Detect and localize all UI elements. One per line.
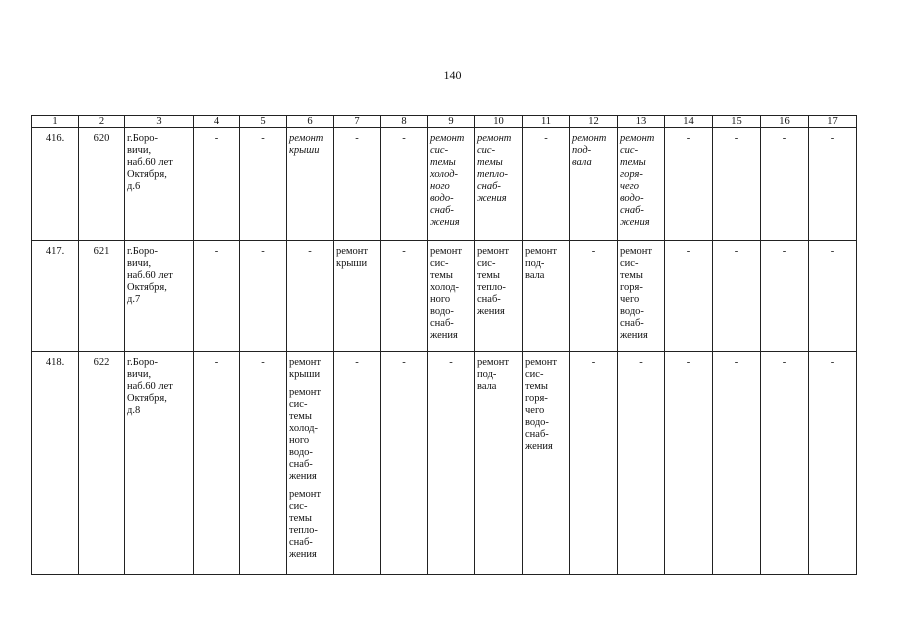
work-item-line: холод- [430,169,459,180]
work-item-line: жения [620,330,648,341]
address-line: наб.60 лет [127,270,173,281]
object-code: 622 [79,352,125,575]
work-item-line: тепло- [477,169,508,180]
column-number: 17 [809,116,857,128]
empty-dash-cell: - [713,352,761,575]
work-item-line: ремонт [430,246,463,257]
empty-dash-cell: - [194,241,240,352]
work-type-cell [475,352,523,575]
work-item [430,246,472,342]
work-item-line: жения [289,549,317,560]
empty-dash-cell: - [381,352,428,575]
work-type-cell [428,241,475,352]
column-number: 15 [713,116,761,128]
column-number: 4 [194,116,240,128]
address-line: наб.60 лет [127,157,173,168]
work-item-line: сис- [477,258,496,269]
work-type-cell [570,128,618,241]
row-number: 418. [32,352,79,575]
work-item-line: холод- [430,282,459,293]
work-item [336,246,378,270]
work-type-cell [287,352,334,575]
work-item-line: горя- [620,169,643,180]
work-item-line: темы [477,157,503,168]
work-item-line: под- [572,145,592,156]
column-number: 9 [428,116,475,128]
work-item-line: снаб- [289,537,313,548]
work-item-line: ремонт [525,357,558,368]
work-item [477,246,520,318]
work-item-line: темы [620,157,646,168]
column-number: 1 [32,116,79,128]
work-item-line: темы [525,381,548,392]
work-item [620,133,662,229]
address-line: вичи, [127,145,152,156]
row-number: 416. [32,128,79,241]
work-type-cell [523,241,570,352]
column-number: 5 [240,116,287,128]
work-item [572,133,615,169]
work-item-line: тепло- [477,282,506,293]
work-item-line: ремонт [620,133,655,144]
work-item-line: чего [525,405,545,416]
work-item-line: жения [525,441,553,452]
work-item-line: ремонт [430,133,465,144]
empty-dash-cell: - [570,241,618,352]
work-item-line: ремонт [477,133,512,144]
address-line: г.Боро- [127,357,159,368]
work-item-line: снаб- [477,294,501,305]
column-number: 14 [665,116,713,128]
empty-dash-cell: - [194,352,240,575]
column-number: 13 [618,116,665,128]
column-number: 10 [475,116,523,128]
work-item-line: темы [289,411,312,422]
empty-dash-cell: - [523,128,570,241]
work-item-line: ремонт [289,489,322,500]
work-item-line: сис- [289,399,308,410]
work-item-line: под- [477,369,497,380]
address-line: вичи, [127,258,152,269]
work-item-line: ного [430,181,450,192]
work-item-line: под- [525,258,545,269]
work-item-line: сис- [477,145,496,156]
work-item-line: снаб- [430,205,454,216]
empty-dash-cell: - [761,352,809,575]
address-line: д.8 [127,405,141,416]
work-item-line: ремонт [477,246,510,257]
work-item-line: жения [477,193,507,204]
work-item-line: темы [430,157,456,168]
work-type-cell [475,241,523,352]
work-item-line: сис- [430,145,449,156]
empty-dash-cell: - [665,241,713,352]
work-item-line: снаб- [289,459,313,470]
address-line: г.Боро- [127,246,159,257]
work-item-line: ремонт [620,246,653,257]
empty-dash-cell: - [761,241,809,352]
work-item-line: темы [430,270,453,281]
work-item-line: ремонт [336,246,369,257]
address-cell [125,241,194,352]
empty-dash-cell: - [334,128,381,241]
empty-dash-cell: - [381,128,428,241]
work-type-cell [523,352,570,575]
address-line: вичи, [127,369,152,380]
work-item [525,357,567,453]
work-item-line: темы [289,513,312,524]
address-line: наб.60 лет [127,381,173,392]
empty-dash-cell: - [570,352,618,575]
empty-dash-cell: - [761,128,809,241]
empty-dash-cell: - [428,352,475,575]
address-line: Октября, [127,393,167,404]
work-item-line: сис- [620,145,639,156]
work-item-line: водо- [620,306,644,317]
work-item-line: ремонт [289,387,322,398]
empty-dash-cell: - [809,241,857,352]
work-item-line: снаб- [430,318,454,329]
empty-dash-cell: - [194,128,240,241]
work-type-cell [618,128,665,241]
work-item-line: жения [289,471,317,482]
work-item-line: ремонт [289,133,324,144]
work-item-line: сис- [620,258,639,269]
work-item-line: горя- [620,282,643,293]
work-item-line: горя- [525,393,548,404]
work-item-line: жения [430,330,458,341]
empty-dash-cell: - [240,241,287,352]
address-line: д.7 [127,294,141,305]
column-number: 7 [334,116,381,128]
work-item-line: водо- [430,193,454,204]
row-number: 417. [32,241,79,352]
empty-dash-cell: - [618,352,665,575]
table-body [32,128,857,575]
work-item-line: темы [620,270,643,281]
work-item-line: крыши [289,145,320,156]
work-item [477,357,520,393]
empty-dash-cell: - [381,241,428,352]
work-type-cell [334,241,381,352]
work-type-cell [475,128,523,241]
column-number: 12 [570,116,618,128]
work-item [289,133,331,157]
column-number: 16 [761,116,809,128]
column-number: 8 [381,116,428,128]
address-line: г.Боро- [127,133,159,144]
work-item-line: сис- [430,258,449,269]
address-line: Октября, [127,282,167,293]
work-item-line: ремонт [477,357,510,368]
empty-dash-cell: - [809,128,857,241]
column-number: 3 [125,116,194,128]
work-item-line: водо- [620,193,644,204]
table-row [32,241,857,352]
work-type-cell [618,241,665,352]
work-item-line: снаб- [620,318,644,329]
work-item-line: сис- [525,369,544,380]
column-number: 11 [523,116,570,128]
empty-dash-cell: - [287,241,334,352]
work-item-line: жения [620,217,650,228]
work-type-cell [287,128,334,241]
work-item-line: крыши [289,369,321,380]
work-item-line: водо- [525,417,549,428]
work-item [289,489,331,561]
object-code: 620 [79,128,125,241]
address-line: д.6 [127,181,141,192]
empty-dash-cell: - [665,352,713,575]
work-item [430,133,472,229]
work-item-line: сис- [289,501,308,512]
work-item-line: снаб- [525,429,549,440]
work-item-line: чего [620,181,640,192]
work-item-line: крыши [336,258,368,269]
work-item-line: чего [620,294,640,305]
empty-dash-cell: - [240,352,287,575]
work-item [289,387,331,483]
table-row [32,352,857,575]
work-item-line: снаб- [620,205,644,216]
work-item-line: водо- [289,447,313,458]
work-item-line: водо- [430,306,454,317]
address-line: Октября, [127,169,167,180]
column-number: 2 [79,116,125,128]
work-item-line: ремонт [289,357,322,368]
column-number: 6 [287,116,334,128]
work-item [620,246,662,342]
address-cell [125,128,194,241]
work-item-line: тепло- [289,525,318,536]
work-item-line: жения [477,306,505,317]
work-item [289,357,331,381]
page-number: 140 [443,68,462,82]
empty-dash-cell: - [334,352,381,575]
work-item-line: вала [525,270,545,281]
empty-dash-cell: - [713,128,761,241]
empty-dash-cell: - [240,128,287,241]
table-row [32,128,857,241]
work-item-line: снаб- [477,181,501,192]
work-item [525,246,567,282]
empty-dash-cell: - [665,128,713,241]
work-item-line: ремонт [525,246,558,257]
work-item-line: ного [289,435,310,446]
column-number-row [32,116,857,128]
work-item-line: темы [477,270,500,281]
empty-dash-cell: - [809,352,857,575]
work-item-line: ного [430,294,451,305]
work-item [477,133,520,205]
work-item-line: жения [430,217,460,228]
work-item-line: ремонт [572,133,607,144]
object-code: 621 [79,241,125,352]
address-cell [125,352,194,575]
work-item-line: вала [477,381,497,392]
empty-dash-cell: - [713,241,761,352]
work-item-line: вала [572,157,592,168]
work-item-line: холод- [289,423,318,434]
work-type-cell [428,128,475,241]
repair-schedule-table [31,115,857,575]
